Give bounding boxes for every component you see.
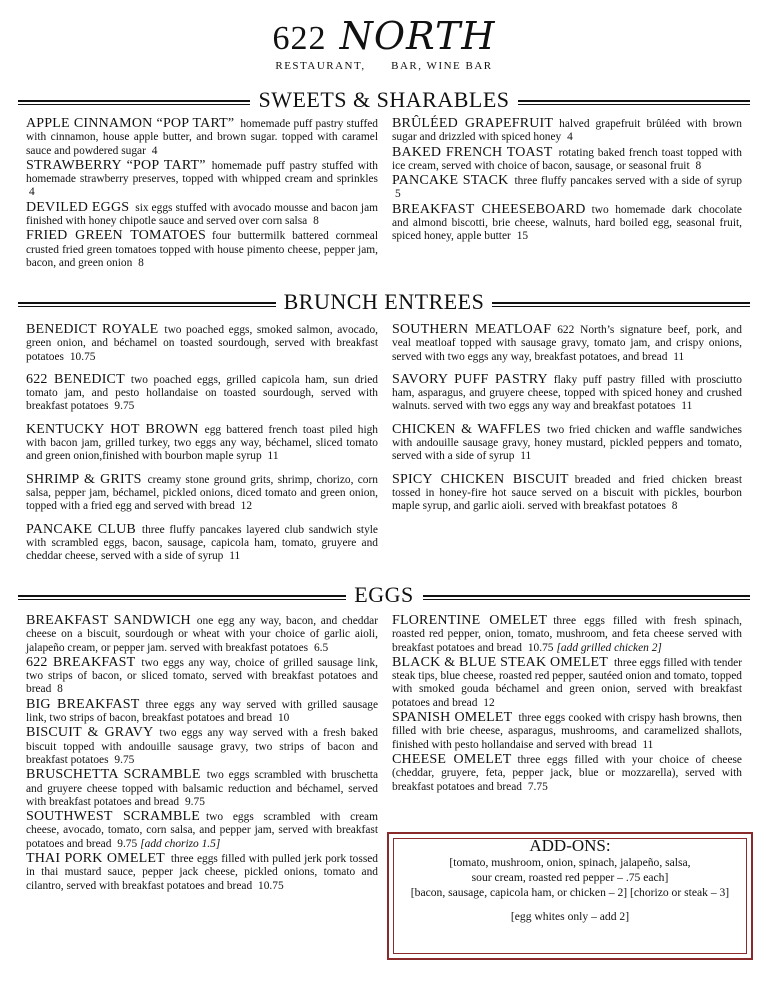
menu-item — [392, 373, 742, 414]
menu-item — [26, 698, 378, 726]
menu-item-description: four buttermilk battered cornmeal crusted fried green tomatoes topped with house pimento cheese, pepper jam, bacon, and green onion — [26, 230, 378, 269]
menu-item-description: two eggs scrambled with bruschetta and gruyere cheese topped with balsamic reduction and béchamel, served with breakfast potatoes and bread — [26, 769, 378, 808]
menu-item — [392, 423, 742, 464]
menu-item — [26, 810, 378, 851]
addons-line-1: [tomato, mushroom, onion, spinach, jalapeño, salsa, — [449, 856, 691, 869]
menu-item-price: 10.75 — [258, 879, 284, 892]
menu-item-description: three fluffy pancakes served with a side of syrup — [514, 175, 742, 188]
menu-item — [392, 753, 742, 794]
menu-item-addon: [add grilled chicken 2] — [556, 641, 662, 654]
section-sweets — [18, 89, 750, 113]
menu-item — [26, 373, 378, 414]
addons-title: ADD-ONS: — [529, 836, 611, 855]
menu-item-name: SOUTHWEST SCRAMBLE — [26, 809, 201, 825]
menu-item-name: SOUTHERN MEATLOAF — [392, 322, 552, 337]
menu-item-description: egg battered french toast piled high with bacon jam, grilled turkey, two eggs any way, béchamel, sliced tomato and green onion,finished with bourbon maple syrup — [26, 423, 378, 463]
menu-item — [26, 656, 378, 697]
menu-item-description: one egg any way, bacon, and cheddar cheese on a biscuit, sourdough or wheat with your choice of garlic aioli, jalapeño cream, or pepper jam. served with breakfast potatoes — [26, 615, 378, 654]
sweets-left-column — [26, 117, 378, 271]
addons-line-4: [egg whites only – add 2] — [510, 910, 630, 923]
section-title-eggs: EGGS — [346, 582, 421, 607]
menu-item-description: two poached eggs, smoked salmon, avocado, green onion, and béchamel on toasted sourdough, served with breakfast potatoes — [26, 324, 378, 363]
menu-item-price: 6.5 — [313, 641, 329, 654]
menu-item-description: six eggs stuffed with avocado mousse and bacon jam finished with honey chipotle sauce and served over corn salsa — [26, 201, 378, 228]
menu-item — [26, 614, 378, 655]
section-brunch — [18, 291, 750, 315]
eggs-left-column — [26, 614, 378, 894]
restaurant-tagline: RESTAURANT, BAR, WINE BAR — [275, 60, 493, 72]
menu-item — [26, 117, 378, 158]
section-title-sweets: SWEETS & SHARABLES — [250, 87, 517, 112]
menu-item-description: creamy stone ground grits, shrimp, chorizo, corn salsa, pepper jam, béchamel, pickled onions, diced tomato and green onion, topped with a fried egg and served with bread — [26, 473, 378, 513]
menu-header — [0, 0, 768, 90]
menu-item-description: breaded and fried chicken breast tossed in honey-fire hot sauce served on a biscuit with pickles, bourbon maple syrup, and garlic aioli. served with breakfast potatoes — [392, 473, 742, 513]
menu-item-name: APPLE CINNAMON “POP TART” — [26, 116, 235, 131]
menu-item-name: 622 BREAKFAST — [26, 654, 136, 670]
menu-item-description: halved grapefruit brûléed with brown sugar and drizzled with spiced honey — [392, 118, 743, 144]
menu-item — [392, 203, 742, 244]
menu-item-price: 8 — [57, 683, 63, 696]
menu-item — [26, 229, 378, 270]
section-eggs — [18, 584, 750, 608]
menu-item-name: BENEDICT ROYALE — [26, 322, 159, 337]
menu-item-price: 12 — [483, 696, 495, 709]
menu-item-description: homemade puff pastry stuffed with homemade strawberry preserves, topped with whipped cream and sprinkles — [26, 159, 379, 186]
logo-name: NORTH — [339, 14, 496, 58]
menu-item — [26, 523, 378, 564]
menu-item-price: 11 — [642, 738, 654, 751]
menu-item-name: BREAKFAST SANDWICH — [26, 613, 191, 628]
menu-item-price: 9.75 — [184, 795, 205, 808]
menu-item-name: FLORENTINE OMELET — [392, 613, 548, 628]
menu-item-description: two homemade dark chocolate and almond biscotti, brie cheese, walnuts, hard boiled egg, seasonal fruit, spiced honey, apple butter — [392, 203, 742, 243]
menu-item-name: DEVILED EGGS — [26, 199, 130, 215]
menu-item-description: three eggs cooked with crispy hash browns, then filled with brie cheese, asparagus, mushrooms, and caramelized shallots, finished with pesto hollandaise and served with bread — [392, 712, 742, 751]
menu-item — [26, 473, 378, 514]
menu-item — [392, 614, 742, 655]
menu-item-name: CHICKEN & WAFFLES — [392, 421, 542, 437]
menu-item-description: two fried chicken and waffle sandwiches with andouille sausage gravy, honey mustard, pickled peppers and tomato, served with a side of syrup — [392, 423, 742, 463]
menu-item — [26, 323, 378, 364]
brunch-right-column — [392, 323, 742, 523]
menu-item-price: 8 — [671, 500, 678, 513]
menu-item-name: BREAKFAST CHEESEBOARD — [392, 201, 586, 217]
menu-item-name: BISCUIT & GRAVY — [26, 725, 154, 741]
menu-item — [392, 656, 742, 710]
menu-item — [26, 726, 378, 767]
menu-item-price: 8 — [138, 256, 144, 269]
menu-item-name: THAI PORK OMELET — [26, 851, 165, 867]
menu-item-price: 9.75 — [114, 753, 135, 766]
menu-item-name: BAKED FRENCH TOAST — [392, 144, 553, 160]
section-title-brunch: BRUNCH ENTREES — [276, 289, 493, 314]
menu-item-name: SPANISH OMELET — [392, 710, 513, 726]
menu-item-description: three eggs filled with pulled jerk pork tossed in thai mustard sauce, pepper jack cheese, pickled onions, tomato and cilantro, served with breakfast potatoes and bread — [26, 853, 378, 892]
menu-item — [392, 117, 742, 145]
menu-item-name: SHRIMP & GRITS — [26, 471, 142, 487]
menu-item-price: 11 — [673, 350, 685, 363]
menu-item-description: two eggs scrambled with cream cheese, avocado, tomato, corn salsa, and pepper jam, served with breakfast potatoes and bread — [26, 811, 378, 850]
menu-item-price: 5 — [395, 188, 401, 201]
menu-item-name: BRÛLÉED GRAPEFRUIT — [392, 116, 554, 131]
menu-item-description: flaky puff pastry filled with prosciutto ham, asparagus, and gruyere cheese, topped with spiced honey and crushed walnuts. served with two eggs any way and breakfast potatoes — [392, 373, 742, 413]
menu-item-price: 4 — [29, 186, 35, 199]
menu-item-name: SPICY CHICKEN BISCUIT — [392, 471, 569, 487]
menu-item-price: 11 — [520, 450, 532, 463]
menu-item-addon: [add chorizo 1.5] — [140, 837, 221, 850]
menu-item — [26, 423, 378, 464]
menu-item-description: three eggs filled with tender steak tips, blue cheese, roasted red pepper, sautéed onion and tomato, topped with smoked gouda béchamel and green onion, served with breakfast potatoes and bread — [392, 656, 742, 709]
menu-item-name: BLACK & BLUE STEAK OMELET — [392, 654, 608, 670]
menu-item-price: 15 — [516, 230, 529, 243]
addons-line-2: sour cream, roasted red pepper – .75 each] — [471, 871, 669, 884]
menu-item-description: three eggs filled with your choice of cheese (cheddar, gruyere, feta, pepper jack, blue or mozzarella), served with breakfast potatoes and bread — [392, 753, 742, 793]
menu-item-price: 8 — [695, 159, 702, 172]
menu-item-price: 11 — [681, 400, 693, 413]
menu-item-description: three fluffy pancakes layered club sandwich style with scrambled eggs, bacon, sausage, capicola ham, tomato, gruyere and cheddar cheese, served with a side of syrup — [26, 523, 378, 563]
menu-item-description: two eggs any way served with a fresh baked biscuit topped with andouille sausage gravy, two strips of bacon and breakfast potatoes — [26, 727, 379, 766]
menu-item-description: three eggs any way served with grilled sausage link, two strips of bacon, breakfast potatoes and bread — [26, 698, 378, 725]
menu-item — [392, 174, 742, 202]
menu-item-description: three eggs filled with fresh spinach, roasted red pepper, onion, tomato, mushroom, and feta cheese served with breakfast potatoes and bread — [392, 615, 742, 654]
menu-item-price: 9.75 — [114, 400, 135, 413]
menu-item-name: BRUSCHETTA SCRAMBLE — [26, 767, 201, 783]
brunch-left-column — [26, 323, 378, 572]
menu-item-description: two poached eggs, grilled capicola ham, sun dried tomato jam, and pesto hollandaise on toasted sourdough, served with breakfast potatoes — [26, 373, 378, 413]
menu-item-name: PANCAKE CLUB — [26, 521, 136, 537]
menu-item-name: STRAWBERRY “POP TART” — [26, 157, 206, 173]
menu-item-price: 7.75 — [527, 780, 548, 793]
menu-item-price: 8 — [313, 215, 319, 228]
menu-item — [392, 473, 742, 514]
menu-item-price: 11 — [267, 450, 279, 463]
menu-item-price: 11 — [229, 550, 241, 563]
menu-item-description: two eggs any way, choice of grilled sausage link, two strips of bacon, or sliced tomato, served with breakfast potatoes and bread — [26, 656, 378, 696]
menu-item-price: 10.75 — [527, 641, 554, 654]
menu-item — [26, 201, 378, 229]
menu-item-name: 622 BENEDICT — [26, 371, 125, 387]
sweets-right-column — [392, 117, 742, 245]
menu-item-price: 9.75 — [117, 837, 138, 850]
menu-item-name: PANCAKE STACK — [392, 173, 509, 189]
menu-item-name: BIG BREAKFAST — [26, 696, 140, 712]
menu-item-price: 4 — [567, 131, 573, 144]
addons-line-3: [bacon, sausage, capicola ham, or chicken – 2] [chorizo or steak – 3] — [410, 886, 730, 899]
menu-item-name: FRIED GREEN TOMATOES — [26, 228, 206, 244]
menu-item-price: 10.75 — [69, 350, 96, 363]
menu-item-name: SAVORY PUFF PASTRY — [392, 371, 548, 387]
logo-number: 622 — [272, 20, 327, 57]
menu-item — [392, 146, 742, 174]
menu-item — [26, 159, 378, 200]
menu-item — [392, 323, 742, 364]
menu-item-price: 12 — [240, 500, 253, 513]
menu-item-name: KENTUCKY HOT BROWN — [26, 421, 199, 437]
menu-item-price: 4 — [151, 144, 158, 157]
menu-item-price: 10 — [277, 712, 290, 725]
menu-item-description: homemade puff pastry stuffed with cinnamon, house apple butter, and brown sugar. topped with caramel sauce and powdered sugar — [26, 118, 378, 157]
menu-item — [26, 768, 378, 809]
menu-item — [26, 852, 378, 893]
restaurant-logo — [0, 14, 768, 58]
addons-box — [387, 832, 753, 960]
menu-item-name: CHEESE OMELET — [392, 751, 512, 767]
menu-item — [392, 711, 742, 752]
eggs-right-column — [392, 614, 742, 795]
menu-item-description: 622 North’s signature beef, pork, and veal meatloaf topped with sausage gravy, tomato jam, and crispy onions, served with two eggs any way, breakfast potatoes, and bread — [392, 324, 742, 363]
menu-item-description: rotating baked french toast topped with ice cream, served with choice of bacon, sausage, or seasonal fruit — [392, 146, 743, 172]
